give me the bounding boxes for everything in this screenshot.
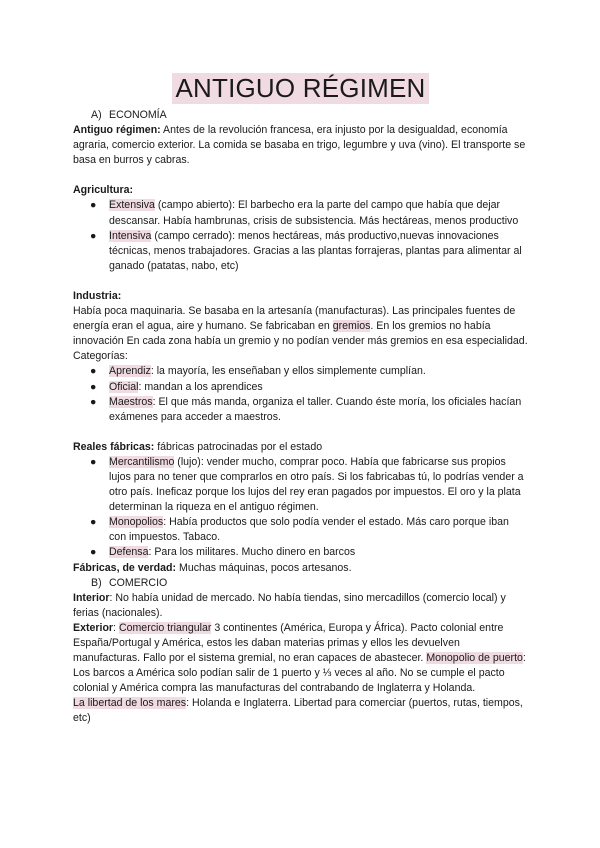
bullet-icon: ● (90, 516, 97, 529)
industria-list (73, 364, 528, 424)
libertad-text: : Holanda e Inglaterra. Libertad para comerciar (puertos, rutas, tiempos, etc) (73, 697, 523, 725)
list-item-text: : mandan a los aprendices (138, 380, 263, 393)
term-highlight: Monopolios (109, 516, 164, 529)
reales-label: Reales fábricas: (73, 440, 155, 453)
antiguo-regimen-paragraph (73, 123, 528, 168)
term-highlight: Aprendiz (109, 365, 151, 378)
bullet-icon: ● (90, 380, 97, 393)
list-item-text: : Para los militares. Mucho dinero en barcos (148, 546, 356, 559)
list-item (73, 395, 528, 425)
agricultura-heading (73, 183, 528, 198)
fabricas-label: Fábricas, de verdad: (73, 561, 177, 574)
exterior-sep: : (113, 621, 119, 634)
bullet-icon: ● (90, 546, 97, 559)
list-item (73, 364, 528, 379)
fabricas-paragraph (73, 561, 528, 576)
page-title: ANTIGUO RÉGIMEN (172, 73, 428, 104)
list-item-text: (campo abierto): El barbecho era la parte del campo que había que dejar descansar. Había hambrunas, crisis de subsistencia. Más hectáreas, menos productivo (109, 199, 519, 227)
comercio-triangular-highlight: Comercio triangular (118, 621, 212, 634)
list-item (73, 515, 528, 545)
antiguo-text: Antes de la revolución francesa, era injusto por la desigualdad, economía agraria, comercio exterior. La comida se basaba en trigo, legumbre y uva (vino). El transporte se basa en burros y cabras. (73, 124, 526, 167)
list-item (73, 380, 528, 395)
interior-text: : No había unidad de mercado. No había tiendas, sino mercadillos (comercio local) y ferias (nacionales). (73, 591, 506, 619)
agricultura-heading-text: Agricultura: (73, 184, 134, 197)
fabricas-text: Muchas máquinas, pocos artesanos. (176, 561, 352, 574)
industria-text-before: Había poca maquinaria. Se basaba en la artesanía (manufacturas). Las principales fuentes de energía eran el agua, aire y humano. Se fabricaban en (73, 305, 516, 333)
term-highlight: Oficial (109, 380, 139, 393)
section-b-letter: B) (91, 576, 102, 589)
exterior-text-2: : Los barcos a América solo podían salir de 1 puerto y ⅓ veces al año. No se cumple el pacto colonial y América compra las manufacturas del contrabando de Inglaterra y Holanda. (73, 652, 526, 695)
section-a-letter: A) (91, 109, 102, 121)
industria-text-after: . En los gremios no había innovación En cada zona había un gremio y no podían vender más gremios en esa especialidad. Categorías: (73, 320, 528, 363)
industria-paragraph (73, 304, 528, 364)
section-b-heading (91, 576, 528, 591)
list-item (73, 545, 528, 560)
list-item (73, 198, 528, 228)
exterior-text-1: 3 continentes (América, Europa y África). Pacto colonial entre España/Portugal y América, estos les daban materias primas y ellos les devuelven manufacturas. Fallo por el sistema gremial, no eran capaces de abastecer. (73, 621, 504, 665)
document-page (73, 73, 528, 727)
list-item-text: (campo cerrado): menos hectáreas, más productivo,nuevas innovaciones técnicas, menos trabajadores. Gracias a las plantas forrajeras, plantas para alimentar al ganado (patatas, nabo, etc) (109, 229, 522, 272)
reales-list (73, 455, 528, 561)
list-item-text: : la mayoría, les enseñaban y ellos simplemente cumplían. (150, 365, 426, 378)
bullet-icon: ● (90, 395, 97, 408)
libertad-highlight: La libertad de los mares (73, 697, 187, 710)
bullet-icon: ● (90, 229, 97, 242)
libertad-paragraph (73, 696, 528, 726)
term-highlight: Intensiva (109, 229, 152, 242)
term-highlight: Mercantilismo (109, 455, 175, 468)
industria-heading-text: Industria: (73, 289, 122, 302)
section-b-title: COMERCIO (109, 576, 168, 589)
interior-paragraph (73, 591, 528, 621)
bullet-icon: ● (90, 365, 97, 378)
list-item-text: : El que más manda, organiza el taller. Cuando éste moría, los oficiales hacían exámenes para acceder a maestros. (109, 395, 522, 423)
agricultura-list (73, 198, 528, 273)
gremios-highlight: gremios (332, 320, 371, 333)
bullet-icon: ● (90, 199, 97, 212)
list-item-text: : Había productos que solo podía vender el estado. Más caro porque iban con impuestos. Tabaco. (109, 516, 509, 544)
monopolio-puerto-highlight: Monopolio de puerto (426, 652, 523, 665)
term-highlight: Defensa (109, 546, 149, 559)
interior-label: Interior (73, 591, 110, 604)
title-wrap (73, 73, 528, 104)
term-highlight: Extensiva (109, 199, 155, 212)
section-a-title: ECONOMÍA (109, 109, 167, 121)
bullet-icon: ● (90, 455, 97, 468)
exterior-paragraph (73, 621, 528, 696)
industria-heading (73, 289, 528, 304)
term-highlight: Maestros (109, 395, 153, 408)
list-item-text: (lujo): vender mucho, comprar poco. Había que fabricarse sus propios lujos para no tener que comprarlos en otro país. Si los fabricabas tú, lo podrías vender a otro país. Ineficaz porque los lujos del rey eran pagados por impuestos. El oro y la plata determinan la riqueza en el antiguo régimen. (109, 455, 524, 514)
reales-fabricas-paragraph (73, 440, 528, 455)
list-item (73, 455, 528, 515)
reales-text: fábricas patrocinadas por el estado (154, 440, 323, 453)
list-item (73, 229, 528, 274)
section-a-heading (91, 108, 528, 123)
exterior-label: Exterior (73, 621, 114, 634)
antiguo-label: Antiguo régimen: (73, 124, 161, 137)
